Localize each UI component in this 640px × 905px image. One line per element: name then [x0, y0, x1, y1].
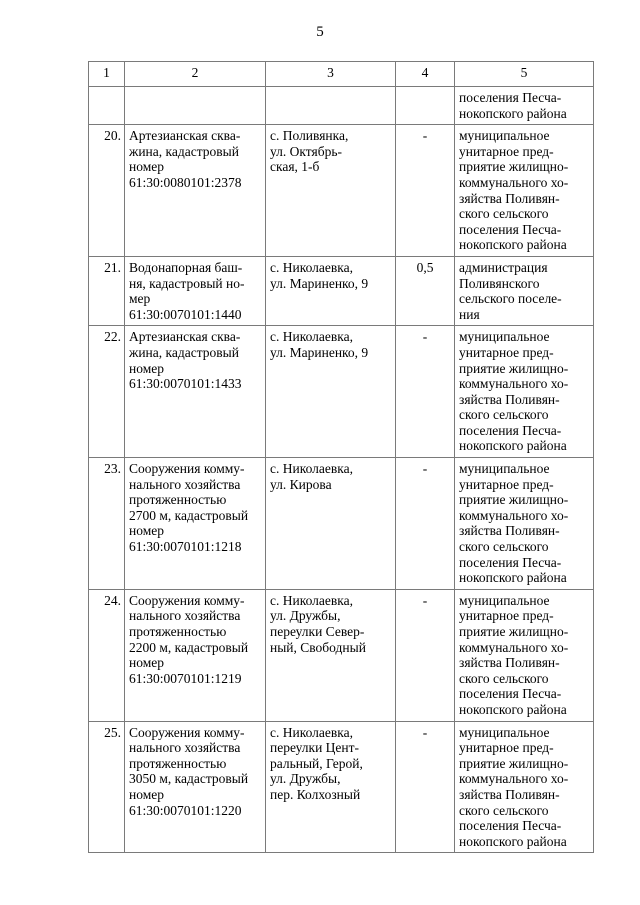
continuation-row: [89, 87, 594, 125]
address-line: ул. Октябрь-: [270, 143, 342, 159]
holder-cell: [455, 125, 594, 257]
address-line: ул. Мариненко, 9: [270, 344, 369, 360]
address-line: с. Николаевка,: [270, 461, 353, 477]
object-name-line: Артезианская сква-: [129, 128, 241, 144]
holder-line: зяйства Поливян-: [459, 523, 560, 539]
holder-line: зяйства Поливян-: [459, 786, 560, 802]
object-name-line: Сооружения комму-: [129, 592, 245, 608]
continuation-name-cell: [125, 87, 266, 125]
object-name-line: 61:30:0070101:1433: [129, 376, 242, 392]
header-cell-1: 1: [89, 62, 125, 87]
area-cell: -: [396, 125, 455, 257]
address-cell: [266, 721, 396, 853]
object-name-line: нального хозяйства: [129, 740, 241, 756]
area-cell: -: [396, 589, 455, 721]
holder-line: коммунального хо-: [459, 639, 569, 655]
holder-line: муниципальное: [459, 329, 550, 345]
area-cell: -: [396, 458, 455, 590]
row-number-cell: 22.: [89, 326, 125, 458]
table-row: [89, 125, 594, 257]
table-row: [89, 589, 594, 721]
object-name-line: Сооружения комму-: [129, 724, 245, 740]
object-name-line: нального хозяйства: [129, 608, 241, 624]
object-name-line: номер: [129, 523, 165, 539]
area-cell: -: [396, 326, 455, 458]
holder-line: нокопского района: [459, 570, 567, 586]
object-name-line: Артезианская сква-: [129, 329, 241, 345]
area-cell: 0,5: [396, 256, 455, 325]
holder-cell: [455, 256, 594, 325]
object-name-line: 2200 м, кадастровый: [129, 639, 249, 655]
table-header-row: [89, 62, 594, 87]
holder-line: зяйства Поливян-: [459, 391, 560, 407]
holder-line: унитарное пред-: [459, 476, 554, 492]
holder-cell: [455, 589, 594, 721]
object-name-line: протяженностью: [129, 492, 227, 508]
holder-line: муниципальное: [459, 592, 550, 608]
object-name-line: жина, кадастровый: [129, 143, 239, 159]
address-cell: [266, 125, 396, 257]
continuation-address-cell: [266, 87, 396, 125]
address-line: с. Николаевка,: [270, 724, 353, 740]
object-name-line: Водонапорная баш-: [129, 259, 243, 275]
address-line: с. Николаевка,: [270, 592, 353, 608]
holder-line: приятие жилищно-: [459, 624, 569, 639]
holder-line: нокопского района: [459, 701, 567, 717]
address-cell: [266, 326, 396, 458]
holder-line: приятие жилищно-: [459, 755, 569, 771]
object-name-line: 3050 м, кадастровый: [129, 771, 249, 787]
continuation-area-cell: [396, 87, 455, 125]
holder-line: приятие жилищно-: [459, 360, 569, 376]
table-row: [89, 256, 594, 325]
address-line: ул. Кирова: [270, 476, 332, 492]
object-name-line: номер: [129, 655, 165, 671]
holder-line: приятие жилищно-: [459, 159, 569, 175]
holder-line: сельского поселе-: [459, 291, 562, 307]
address-line: ская, 1-б: [270, 159, 320, 175]
object-name-cell: [125, 458, 266, 590]
holder-line: унитарное пред-: [459, 740, 554, 756]
address-line: переулки Север-: [270, 624, 365, 639]
row-number-cell: 23.: [89, 458, 125, 590]
object-name-line: протяженностью: [129, 624, 227, 639]
holder-line: коммунального хо-: [459, 376, 569, 392]
holder-line: нокопского района: [459, 105, 567, 121]
header-cell-2: 2: [125, 62, 266, 87]
address-cell: [266, 256, 396, 325]
holder-line: ского сельского: [459, 670, 549, 686]
address-line: ральный, Герой,: [270, 755, 363, 771]
holder-line: поселения Песча-: [459, 554, 562, 570]
holder-line: Поливянского: [459, 275, 540, 291]
address-line: ул. Дружбы,: [270, 608, 341, 624]
holder-line: нокопского района: [459, 833, 567, 849]
area-cell: -: [396, 721, 455, 853]
holder-line: муниципальное: [459, 724, 550, 740]
holder-line: коммунального хо-: [459, 507, 569, 523]
address-line: ул. Дружбы,: [270, 771, 341, 787]
holder-line: ского сельского: [459, 407, 549, 423]
holder-line: унитарное пред-: [459, 608, 554, 624]
holder-cell: [455, 326, 594, 458]
object-name-line: 61:30:0070101:1218: [129, 539, 242, 555]
object-name-line: протяженностью: [129, 755, 227, 771]
table-row: [89, 721, 594, 853]
object-name-cell: [125, 326, 266, 458]
address-cell: [266, 589, 396, 721]
address-line: с. Николаевка,: [270, 259, 353, 275]
holder-line: нокопского района: [459, 438, 567, 454]
holder-line: поселения Песча-: [459, 818, 562, 834]
holder-line: поселения Песча-: [459, 90, 562, 105]
object-name-cell: [125, 256, 266, 325]
object-name-line: номер: [129, 360, 165, 376]
holder-line: нокопского района: [459, 237, 567, 253]
object-name-cell: [125, 589, 266, 721]
row-number-cell: 24.: [89, 589, 125, 721]
object-name-cell: [125, 125, 266, 257]
address-line: пер. Колхозный: [270, 786, 361, 802]
address-line: ный, Свободный: [270, 639, 366, 655]
holder-line: муниципальное: [459, 461, 550, 477]
row-number-cell: 25.: [89, 721, 125, 853]
holder-line: коммунального хо-: [459, 771, 569, 787]
holder-line: зяйства Поливян-: [459, 655, 560, 671]
object-name-line: номер: [129, 786, 165, 802]
holder-line: ния: [459, 306, 480, 322]
holder-line: поселения Песча-: [459, 221, 562, 237]
address-line: с. Поливянка,: [270, 128, 349, 144]
holder-line: администрация: [459, 259, 548, 275]
holder-cell: [455, 721, 594, 853]
row-number-cell: 21.: [89, 256, 125, 325]
holder-line: поселения Песча-: [459, 422, 562, 438]
holder-line: ского сельского: [459, 802, 549, 818]
object-name-line: 61:30:0070101:1440: [129, 306, 242, 322]
header-cell-4: 4: [396, 62, 455, 87]
address-line: с. Николаевка,: [270, 329, 353, 345]
property-registry-table: [88, 61, 594, 853]
continuation-holder-cell: [455, 87, 594, 125]
holder-line: ского сельского: [459, 206, 549, 222]
continuation-num-cell: [89, 87, 125, 125]
header-cell-5: 5: [455, 62, 594, 87]
table-row: [89, 458, 594, 590]
holder-line: приятие жилищно-: [459, 492, 569, 508]
holder-line: унитарное пред-: [459, 143, 554, 159]
object-name-line: 61:30:0080101:2378: [129, 174, 242, 190]
object-name-line: 61:30:0070101:1220: [129, 802, 242, 818]
header-cell-3: 3: [266, 62, 396, 87]
object-name-line: 2700 м, кадастровый: [129, 507, 249, 523]
holder-line: зяйства Поливян-: [459, 190, 560, 206]
object-name-line: нального хозяйства: [129, 476, 241, 492]
address-line: переулки Цент-: [270, 740, 360, 756]
address-line: ул. Мариненко, 9: [270, 275, 369, 291]
holder-line: муниципальное: [459, 128, 550, 144]
object-name-line: ня, кадастровый но-: [129, 275, 245, 291]
holder-line: ского сельского: [459, 539, 549, 555]
object-name-line: номер: [129, 159, 165, 175]
object-name-line: 61:30:0070101:1219: [129, 670, 242, 686]
object-name-line: Сооружения комму-: [129, 461, 245, 477]
object-name-line: жина, кадастровый: [129, 344, 239, 360]
holder-line: унитарное пред-: [459, 344, 554, 360]
object-name-cell: [125, 721, 266, 853]
page-number: 5: [316, 24, 324, 40]
holder-line: поселения Песча-: [459, 686, 562, 702]
holder-cell: [455, 458, 594, 590]
holder-line: коммунального хо-: [459, 174, 569, 190]
table-row: [89, 326, 594, 458]
address-cell: [266, 458, 396, 590]
object-name-line: мер: [129, 291, 151, 307]
row-number-cell: 20.: [89, 125, 125, 257]
